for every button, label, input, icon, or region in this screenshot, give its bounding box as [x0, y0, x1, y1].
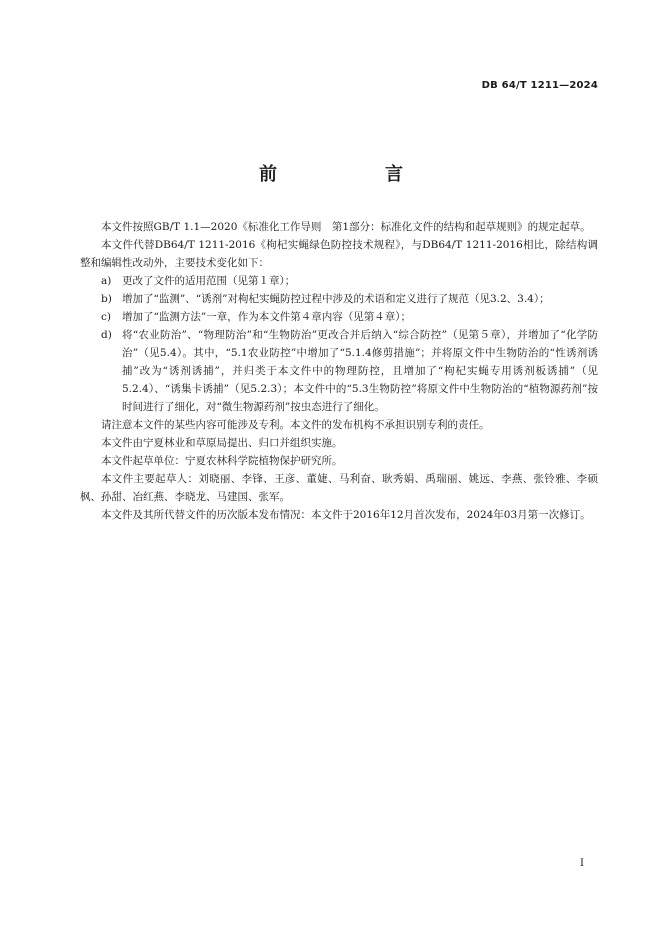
list-item-text: 将“农业防治”、“物理防治”和“生物防治”更改合并后纳入“综合防控”（见第５章），并增加了“化学防治”（见5.4）。其中，“5.1农业防控”中增加了“5.1.4修剪措施”；并将原文件中生物防治的“性诱剂诱捕”改为“诱剂诱捕”，并归类于本文件中的物理防控，且增加了“枸杞实蝇专用诱剂板诱捕”（见5.2.4）、“诱集卡诱捕”（见5.2.3）；本文件中的“5.3生物防控”将原文件中生物防治的“植物源药剂”按时间进行了细化，对“微生物源药剂”按虫态进行了细化。 — [122, 329, 598, 413]
list-item — [80, 308, 598, 326]
paragraph: 本文件主要起草人：刘晓丽、李锋、王彦、董婕、马利奋、耿秀娟、禹瑞丽、姚远、李燕、张铃雅、李硕枫、孙甜、冶红燕、李晓龙、马建国、张军。 — [80, 473, 598, 503]
paragraph: 本文件及其所代替文件的历次版本发布情况：本文件于2016年12月首次发布，2024年03月第一次修订。 — [101, 509, 591, 521]
paragraph: 本文件代替DB64/T 1211-2016《枸杞实蝇绿色防控技术规程》，与DB64/T 1211-2016相比，除结构调整和编辑性改动外，主要技术变化如下： — [80, 239, 598, 269]
list-item-text: 增加了“监测方法”一章，作为本文件第４章内容（见第４章）； — [122, 311, 411, 323]
list-item-label: a) — [101, 275, 112, 287]
list-item — [80, 272, 598, 290]
paragraph: 本文件按照GB/T 1.1—2020《标准化工作导则 第1部分：标准化文件的结构和起草规则》的规定起草。 — [101, 221, 591, 233]
list-item-label: c) — [101, 311, 111, 323]
document-code: DB 64/T 1211—2024 — [481, 80, 598, 91]
list-item — [80, 326, 598, 416]
list-item-label: b) — [101, 293, 112, 305]
paragraph: 本文件起草单位：宁夏农林科学院植物保护研究所。 — [101, 455, 343, 467]
page-title: 前 言 — [259, 164, 427, 185]
list-item-text: 更改了文件的适用范围（见第１章）； — [122, 275, 296, 287]
paragraph: 请注意本文件的某些内容可能涉及专利。本文件的发布机构不承担识别专利的责任。 — [101, 419, 490, 431]
list-item — [80, 290, 598, 308]
paragraph: 本文件由宁夏林业和草原局提出、归口并组织实施。 — [101, 437, 343, 449]
list-item-label: d) — [101, 329, 112, 341]
list-item-text: 增加了“监测”、“诱剂”对枸杞实蝇防控过程中涉及的术语和定义进行了规范（见3.2、3.4）； — [122, 293, 550, 305]
page-number: I — [580, 858, 584, 869]
foreword-body — [80, 218, 598, 524]
